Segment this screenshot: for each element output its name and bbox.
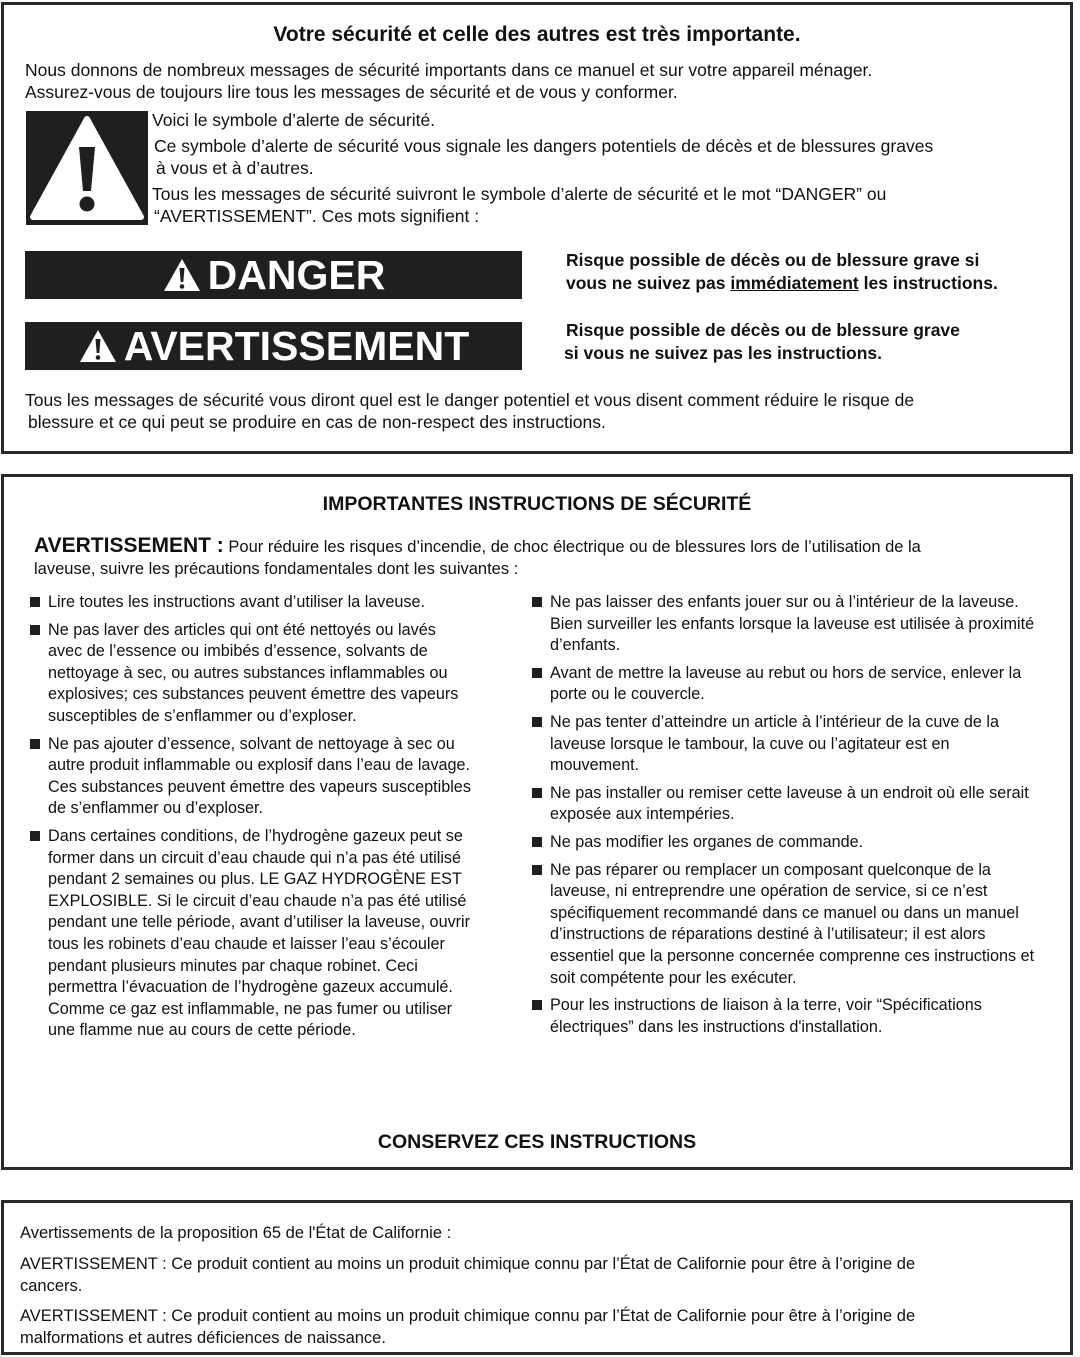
instruction-item: Ne pas tenter d’atteindre un article à l’intérieur de la cuve de la laveuse lorsque le tambour, la cuve ou l’agitateur est en mouvement. <box>530 712 1042 777</box>
prop65-warning-cancer <box>20 1254 1060 1297</box>
warning-alert-icon <box>78 328 118 364</box>
safety-closing-line1: Tous les messages de sécurité vous diront quel est le danger potentiel et vous disent comment réduire le risque de <box>25 390 915 410</box>
safety-closing <box>25 389 1065 433</box>
danger-label: DANGER <box>207 251 386 298</box>
prop65-warning-birth-defects-line1: AVERTISSEMENT : Ce produit contient au moins un produit chimique connu par l’État de Californie pour être à l’origine de <box>20 1307 916 1325</box>
signal-words-intro <box>152 183 1062 227</box>
danger-alert-icon <box>162 257 202 293</box>
instruction-item: Lire toutes les instructions avant d’utiliser la laveuse. <box>28 592 474 614</box>
instructions-intro <box>34 535 1014 580</box>
safety-message-panel <box>1 2 1073 454</box>
instructions-intro-line2: laveuse, suivre les précautions fondamentales dont les suivantes : <box>34 560 519 578</box>
safety-intro-line2: Assurez-vous de toujours lire tous les messages de sécurité et de vous y conformer. <box>25 82 678 102</box>
safety-closing-line2: blessure et ce qui peut se produire en cas de non-respect des instructions. <box>28 412 606 432</box>
warning-label: AVERTISSEMENT <box>123 322 470 369</box>
signal-words-line1: Tous les messages de sécurité suivront le symbole d’alerte de sécurité et le mot “DANGER” ou <box>152 184 887 204</box>
instructions-left-column <box>28 592 474 1048</box>
warning-description <box>566 319 960 365</box>
prop65-warning-cancer-line2: cancers. <box>20 1276 83 1295</box>
instructions-title: IMPORTANTES INSTRUCTIONS DE SÉCURITÉ <box>322 493 752 515</box>
instruction-item: Ne pas réparer ou remplacer un composant quelconque de la laveuse, ni entreprendre une opération de service, si ce n’est spécifiquement recommandé dans ce manuel ou dans un manuel d’instructions de réparations destiné à l’utilisateur; il est alors essentiel que la personne concernée comprenne ces instructions et soit compétente pour les exécuter. <box>530 860 1042 990</box>
symbol-description-line2: à vous et à d’autres. <box>156 158 314 178</box>
prop65-warning-cancer-line1: AVERTISSEMENT : Ce produit contient au moins un produit chimique connu par l’État de Californie pour être à l’origine de <box>20 1255 916 1273</box>
prop65-heading: Avertissements de la proposition 65 de l'État de Californie : <box>20 1224 452 1242</box>
instruction-item: Dans certaines conditions, de l’hydrogène gazeux peut se former dans un circuit d’eau chaude qui n’a pas été utilisé pendant 2 semaines ou plus. LE GAZ HYDROGÈNE EST EXPLOSIBLE. Si le circuit d’eau chaude n’a pas été utilisé pendant une telle période, avant d’utiliser la laveuse, ouvrir tous les robinets d’eau chaude et laisser l’eau s’écouler pendant plusieurs minutes par chaque robinet. Ceci permettra l’évacuation de l’hydrogène gazeux accumulé. Comme ce gaz est inflammable, ne pas fumer ou utiliser une flamme nue au cours de cette période. <box>28 826 474 1042</box>
symbol-line: Voici le symbole d’alerte de sécurité. <box>152 110 436 130</box>
prop65-warning-birth-defects <box>20 1306 1060 1349</box>
immediately-emphasis: immédiatement <box>730 273 859 293</box>
instruction-item: Ne pas laver des articles qui ont été nettoyés ou lavés avec de l’essence ou imbibés d’essence, solvants de nettoyage à sec, ou autres substances inflammables ou explosives; ces substances peuvent émettre des vapeurs susceptibles de s’enflammer ou d’exploser. <box>28 620 474 728</box>
danger-signal-bar <box>25 251 522 299</box>
instruction-item: Ne pas laisser des enfants jouer sur ou à l’intérieur de la laveuse. Bien surveiller les enfants lorsque la laveuse est utilisée à proximité d’enfants. <box>530 592 1042 657</box>
warning-triangle-icon <box>26 111 148 225</box>
instructions-footer: CONSERVEZ CES INSTRUCTIONS <box>377 1131 697 1153</box>
warning-signal-bar <box>25 322 522 370</box>
instructions-panel <box>1 474 1073 1170</box>
instructions-intro-line1: AVERTISSEMENT : Pour réduire les risques d’incendie, de choc électrique ou de blessures lors de l’utilisation de la <box>34 534 921 557</box>
signal-words-line2: “AVERTISSEMENT”. Ces mots signifient : <box>154 206 480 226</box>
instructions-right-column <box>530 592 1042 1044</box>
safety-title: Votre sécurité et celle des autres est très importante. <box>273 23 801 46</box>
instruction-item: Ne pas ajouter d’essence, solvant de nettoyage à sec ou autre produit inflammable ou explosif dans l’eau de lavage. Ces substances peuvent émettre des vapeurs susceptibles de s’enflammer ou d’exploser. <box>28 734 474 820</box>
safety-intro-line1: Nous donnons de nombreux messages de sécurité importants dans ce manuel et sur votre appareil ménager. <box>25 60 873 80</box>
instruction-item: Ne pas installer ou remiser cette laveuse à un endroit où elle serait exposée aux intempéries. <box>530 783 1042 826</box>
prop65-panel <box>1 1200 1073 1355</box>
safety-intro <box>25 59 1065 103</box>
symbol-description-line1: Ce symbole d’alerte de sécurité vous signale les dangers potentiels de décès et de blessures graves <box>154 136 934 156</box>
prop65-warning-birth-defects-line2: malformations et autres déficiences de naissance. <box>20 1328 386 1347</box>
danger-description-line2: vous ne suivez pas immédiatement les instructions. <box>566 273 998 293</box>
symbol-description <box>154 135 1064 179</box>
danger-description-line1: Risque possible de décès ou de blessure grave si <box>566 250 980 270</box>
instruction-item: Pour les instructions de liaison à la terre, voir “Spécifications électriques” dans les instructions d'installation. <box>530 995 1042 1038</box>
instructions-lead: AVERTISSEMENT : <box>34 534 224 557</box>
warning-description-line1: Risque possible de décès ou de blessure grave <box>566 320 960 340</box>
instruction-item: Ne pas modifier les organes de commande. <box>530 832 1042 854</box>
danger-description <box>566 249 998 295</box>
warning-description-line2: si vous ne suivez pas les instructions. <box>564 343 883 363</box>
instruction-item: Avant de mettre la laveuse au rebut ou hors de service, enlever la porte ou le couvercle. <box>530 663 1042 706</box>
